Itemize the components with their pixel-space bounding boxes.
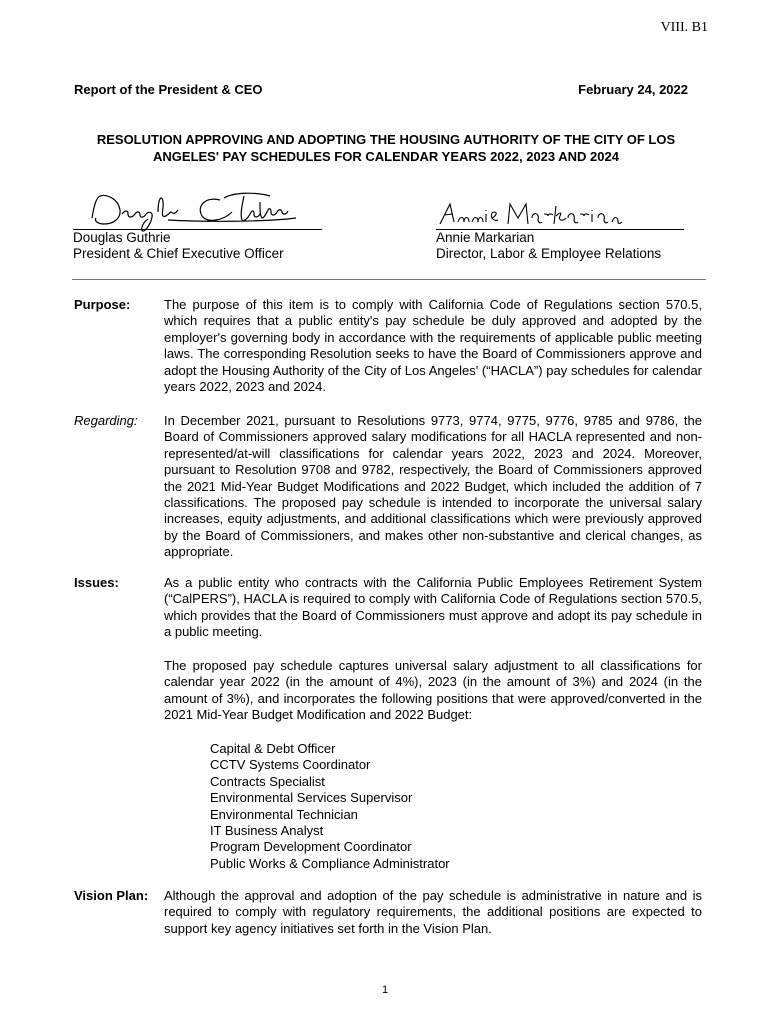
signatory-1-title: President & Chief Executive Officer (73, 246, 284, 261)
issues-text-1: As a public entity who contracts with the California Public Employees Retirement System (“CalPERS”), HACLA is required to comply with California Code of Regulations section 570.5, which provides that the Board of Commissioners must approve and adopt its pay schedule in a public meeting. (164, 575, 702, 640)
report-source: Report of the President & CEO (74, 82, 263, 97)
list-item: Public Works & Compliance Administrator (210, 855, 450, 871)
signatory-1-name: Douglas Guthrie (73, 230, 171, 245)
title-line-2: ANGELES' PAY SCHEDULES FOR CALENDAR YEARS 2022, 2023 AND 2024 (153, 149, 619, 164)
signatory-2-name: Annie Markarian (436, 230, 535, 245)
positions-list (210, 741, 450, 872)
vision-plan-label: Vision Plan: (74, 888, 149, 903)
document-title (70, 131, 702, 165)
regarding-text: In December 2021, pursuant to Resolutions 9773, 9774, 9775, 9776, 9785 and 9786, the Board of Commissioners approved salary modifications for all HACLA represented and non-represented/at-will classifications for calendar years 2022, 2023 and 2024. Moreover, pursuant to Resolution 9708 and 9782, respectively, the Board of Commissioners approved the 2021 Mid-Year Budget Modifications and 2022 Budget, which included the addition of 7 classifications. The proposed pay schedule is intended to incorporate the universal salary increases, equity adjustments, and additional classifications which were previously approved by the Board of Commissioners, and makes other non-substantive and clerical changes, as appropriate. (164, 413, 702, 560)
issues-label: Issues: (74, 575, 119, 590)
list-item: Contracts Specialist (210, 773, 325, 789)
purpose-label: Purpose: (74, 297, 131, 312)
vision-plan-text: Although the approval and adoption of the pay schedule is administrative in nature and is required to comply with regulatory requirements, the additional positions are expected to support key agency initiatives set forth in the Vision Plan. (164, 888, 702, 936)
report-date: February 24, 2022 (578, 82, 688, 97)
signatory-2-title: Director, Labor & Employee Relations (436, 246, 662, 261)
list-item: Environmental Services Supervisor (210, 790, 413, 806)
list-item: CCTV Systems Coordinator (210, 757, 371, 773)
list-item: Program Development Coordinator (210, 839, 412, 855)
regarding-label: Regarding: (74, 413, 138, 428)
list-item: Capital & Debt Officer (210, 741, 336, 756)
markarian-signature (436, 200, 636, 230)
guthrie-signature (84, 188, 299, 232)
list-item: IT Business Analyst (210, 823, 324, 839)
issues-text-2: The proposed pay schedule captures universal salary adjustment to all classifications for calendar year 2022 (in the amount of 4%), 2023 (in the amount of 3%) and 2024 (in the amount of 3%), and incorporates the following positions that were approved/converted in the 2021 Mid-Year Budget Modification and 2022 Budget: (164, 658, 702, 723)
document-reference: VIII. B1 (660, 20, 708, 35)
title-line-1: RESOLUTION APPROVING AND ADOPTING THE HOUSING AUTHORITY OF THE CITY OF LOS (96, 132, 676, 147)
signatory-2 (436, 230, 661, 262)
signatory-1 (73, 230, 284, 262)
list-item: Environmental Technician (210, 806, 358, 822)
section-divider (72, 279, 706, 280)
purpose-text: The purpose of this item is to comply with California Code of Regulations section 570.5, which requires that a public entity's pay schedule be duly approved and adopted by the employer's governing body in accordance with the requirements of applicable public meeting laws. The corresponding Resolution seeks to have the Board of Commissioners approve and adopt the Housing Authority of the City of Los Angeles' (“HACLA”) pay schedules for calendar years 2022, 2023 and 2024. (164, 297, 702, 395)
page-number: 1 (381, 984, 389, 996)
